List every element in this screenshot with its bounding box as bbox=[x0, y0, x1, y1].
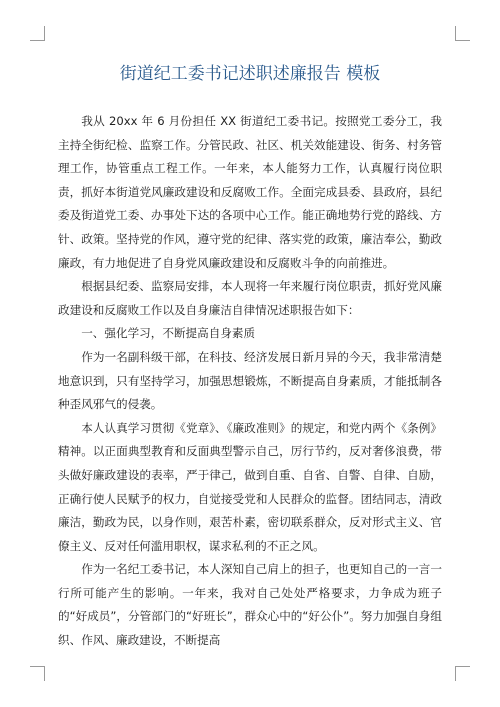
document-title: 街道纪工委书记述职述廉报告 模板 bbox=[119, 64, 381, 84]
corner-mark-top-right bbox=[455, 26, 470, 41]
paragraph-discipline: 本人认真学习贯彻《党章》、《廉政准则》的规定，和党内两个《条例》精神。以正面典型教育和反面典型警示自己，厉行节约，反对奢侈浪费，带头做好廉政建设的表率，严于律己，做到自重、自省、自警、自律、自励，正确行使人民赋予的权力，自觉接受党和人民群众的监督。团结同志，清政廉洁，勤政为民，以身作则，艰苦朴素，密切联系群众，反对形式主义、官僚主义、反对任何滥用职权，谋求私利的不正之风。 bbox=[58, 420, 442, 553]
paragraph-study: 作为一名副科级干部，在科技、经济发展日新月异的今天，我非常清楚地意识到，只有坚持学习，加强思想锻炼，不断提高自身素质，才能抵制各种歪风邪气的侵袭。 bbox=[58, 349, 442, 412]
paragraph-report-basis: 根据县纪委、监察局安排，本人现将一年来履行岗位职责，抓好党风廉政建设和反腐败工作以及自身廉洁自律情况述职报告如下： bbox=[58, 279, 442, 317]
document-page bbox=[58, 62, 442, 653]
paragraph-intro: 我从 20xx 年 6 月份担任 XX 街道纪工委书记。按照党工委分工，我主持全街纪检、监察工作。分管民政、社区、机关效能建设、街务、村务管理工作，协管重点工程工作。一年来，本人能努力工作，认真履行岗位职责，抓好本街道党风廉政建设和反腐败工作。全面完成县委、县政府，县纪委及街道党工委、办事处下达的各项中心工作。能正确地势行党的路线、方针、政策。坚持党的作风，遵守党的纪律、落实党的政策，廉洁奉公，勤政廉政，有力地促进了自身党风廉政建设和反腐败斗争的向前推进。 bbox=[58, 114, 442, 270]
paragraph-responsibility: 作为一名纪工委书记，本人深知自己肩上的担子，也更知自己的一言一行所可能产生的影响。一年来，我对自己处处严格要求，力争成为班子的“好成员”，分管部门的“好班长”，群众心中的“好公仆”。努力加强自身组织、作风、廉政建设，不断提高 bbox=[58, 562, 442, 648]
corner-mark-bottom-left bbox=[30, 666, 45, 681]
corner-mark-bottom-right bbox=[455, 666, 470, 681]
section-heading-study: 一、强化学习，不断提高自身素质 bbox=[81, 326, 256, 341]
corner-mark-top-left bbox=[30, 26, 45, 41]
